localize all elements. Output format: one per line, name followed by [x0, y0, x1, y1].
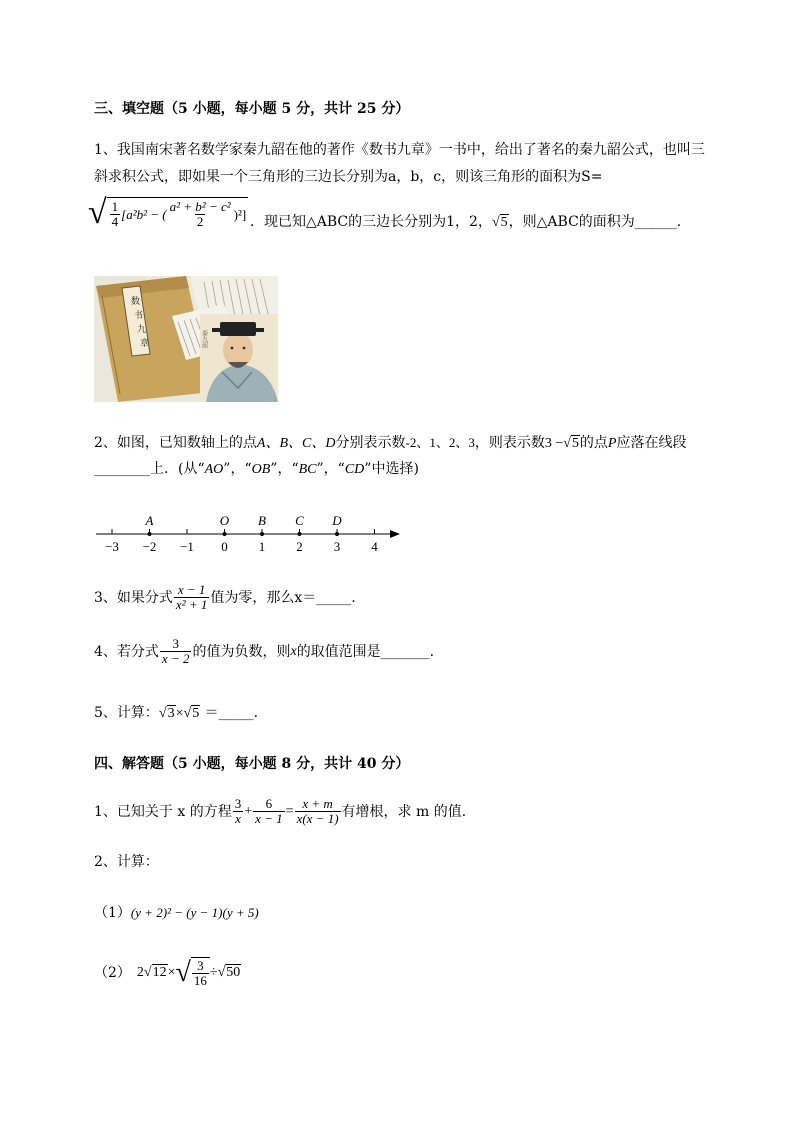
number-line-point-label: O [219, 513, 230, 528]
number-line-point-label: A [145, 513, 154, 528]
q1-line3-text: ．现已知△ABC的三边长分别为1，2， [250, 214, 492, 230]
number-line-point-label: C [295, 513, 304, 528]
s4-q2-big-sqrt-sign: √ [175, 956, 191, 988]
q1-line1: 1、我国南宋著名数学家秦九韶在他的著作《数书九章》一书中，给出了著名的秦九韶公式，也叫三 [94, 142, 705, 158]
number-line-tick-label: −3 [105, 539, 119, 554]
s4-q2-title: 2、计算： [94, 854, 159, 870]
q3-frac-den: x² + 1 [175, 597, 208, 612]
s4-q2-p2-label: （2） [94, 964, 131, 981]
s4-q1 [94, 797, 476, 826]
svg-text:数: 数 [131, 297, 141, 307]
q2-point-p: P [607, 436, 617, 451]
q2-sqrt-5-value: 5 [571, 436, 579, 451]
s4-q2-div: ÷ [209, 964, 218, 980]
sqrt-sign: √ [88, 194, 107, 231]
s4-q1-f1-den: x [235, 811, 241, 826]
section-4-heading: 四、解答题（5 小题，每小题 8 分，共计 40 分） [94, 756, 410, 772]
number-line-tick-label: 2 [296, 539, 303, 554]
number-line-tick-label: −1 [180, 539, 194, 554]
q5-times: × [175, 706, 184, 721]
q2-opt-cd: CD [344, 462, 365, 477]
svg-text:九: 九 [137, 325, 147, 335]
q2-sep-2: ”，“ [270, 461, 299, 477]
s4-q1-f2-num: 6 [265, 796, 273, 811]
formula-frac-num: a² + b² − c² [169, 199, 231, 214]
q2-text-d: 的点 [579, 435, 608, 451]
q2-text-e: 应落在线段 [616, 435, 687, 451]
q5 [94, 703, 258, 724]
sqrt-5-value: 5 [500, 215, 508, 230]
number-line [96, 508, 406, 558]
frac-1-4-den: 4 [111, 214, 119, 229]
formula-radicand [107, 197, 249, 229]
svg-text:章: 章 [140, 339, 150, 349]
q2-opt-ob: OB [251, 462, 271, 477]
s4-q2-p2-coef: 2 [136, 964, 144, 980]
s4-q1-f2-den: x − 1 [255, 811, 283, 826]
q4-frac-num: 3 [172, 636, 179, 651]
q2-text-b: 分别表示数 [335, 435, 406, 451]
q2-text-a: 2、如图，已知数轴上的点 [94, 435, 257, 451]
formula-mid-a: [a²b² − ( [121, 206, 167, 222]
q2-opt-bc: BC [298, 462, 317, 477]
qin-jiushao-book-image [94, 276, 278, 402]
s4-q1-plus: + [244, 803, 253, 819]
qin-jiushao-formula [88, 196, 248, 230]
s4-q2-sqrt-12: √12 [143, 964, 167, 980]
formula-frac-den: 2 [196, 214, 204, 229]
q5-sqrt-5-value: 5 [192, 706, 200, 721]
s4-q2-p1-expr: (y + 2)² − (y − 1)(y + 5) [130, 905, 259, 920]
number-line-point-label: B [258, 513, 266, 528]
q4 [94, 637, 434, 666]
q3-text-a: 3、如果分式 [94, 589, 173, 606]
number-line-tick-label: −2 [142, 539, 157, 554]
svg-text:秦九韶: 秦九韶 [200, 330, 208, 348]
q4-text-b: 的值为负数，则 [192, 643, 291, 660]
s4-q1-eq: = [285, 803, 294, 819]
s4-q2-frac-den: 16 [193, 973, 207, 988]
number-line-arrow [390, 530, 400, 538]
number-line-tick-label: 0 [221, 539, 228, 554]
s4-q1-text-b: 有增根，求 m 的值． [341, 803, 476, 820]
q2-line1 [94, 433, 686, 454]
q2-nums: -2、1、2、3 [405, 435, 475, 450]
s4-q2-sqrt-12-value: 12 [152, 964, 167, 980]
q1-line3 [250, 212, 681, 233]
number-line-tick-label: 4 [371, 539, 378, 554]
formula-mid-b: )²] [233, 206, 247, 222]
s4-q2-sqrt-50-value: 50 [226, 964, 241, 980]
svg-text:书: 书 [134, 311, 144, 321]
q2-line2-a: ________上．(从“ [94, 461, 205, 477]
q2-text-c: ，则表示数 [474, 435, 545, 451]
q3-text-b: 值为零，那么x＝_____. [210, 589, 356, 606]
section-3-heading: 三、填空题（5 小题，每小题 5 分，共计 25 分） [94, 101, 410, 117]
q5-sqrt-5: √5 [183, 706, 200, 721]
frac-1-4-num: 1 [111, 199, 119, 214]
q5-sqrt-3-value: 3 [167, 706, 175, 721]
q4-text-c: 的取值范围是_______. [296, 643, 435, 660]
q3-frac-num: x − 1 [177, 582, 206, 597]
number-line-tick-label: 3 [333, 539, 341, 554]
s4-q2-part2 [94, 957, 241, 988]
s4-q2-part1 [94, 903, 259, 923]
q5-sqrt-3: √3 [158, 706, 175, 721]
q2-sqrt-5: √5 [563, 436, 579, 451]
number-line-point [298, 532, 302, 536]
s4-q2-sqrt-50: √50 [217, 964, 241, 980]
q4-text-a: 4、若分式 [94, 643, 159, 660]
q1-line2: 斜求积公式，即如果一个三角形的三边长分别为a，b，c，则该三角形的面积为S= [94, 169, 603, 185]
q2-sep-1: ”，“ [223, 461, 252, 477]
s4-q2-times: × [167, 964, 176, 980]
q1-line3-end: ，则△ABC的面积为______. [508, 214, 682, 230]
number-line-point [148, 532, 152, 536]
q4-frac-den: x − 2 [161, 651, 190, 666]
book-portrait-illustration [94, 276, 278, 402]
q2-expr-a: 3 − [544, 436, 564, 451]
number-line-tick-label: 1 [258, 539, 266, 554]
s4-q2-p1-label: （1） [94, 905, 131, 921]
number-line-point [335, 532, 339, 536]
q2-line2-b: ”中选择) [364, 461, 419, 477]
s4-q2-frac-num: 3 [197, 958, 204, 973]
number-line-point [223, 532, 227, 536]
q2-line2 [94, 459, 419, 480]
q3 [94, 583, 356, 612]
q2-opt-ao: AO [204, 462, 224, 477]
q4-var-x: x [290, 643, 297, 659]
s4-q1-text-a: 1、已知关于 x 的方程 [94, 803, 232, 820]
s4-q1-f3-den: x(x − 1) [296, 811, 339, 826]
q5-text-a: 5、计算： [94, 705, 159, 721]
s4-q1-f3-num: x + m [302, 796, 333, 811]
q5-text-b: ＝_____. [200, 705, 259, 721]
sqrt-5: √5 [491, 215, 508, 230]
number-line-point-label: D [332, 513, 342, 528]
s4-q2-sqrt-frac [176, 957, 210, 988]
number-line-point [260, 532, 264, 536]
q2-points: A、B、C、D [256, 436, 336, 451]
s4-q1-f1-num: 3 [234, 796, 242, 811]
q2-sep-3: ”，“ [316, 461, 345, 477]
